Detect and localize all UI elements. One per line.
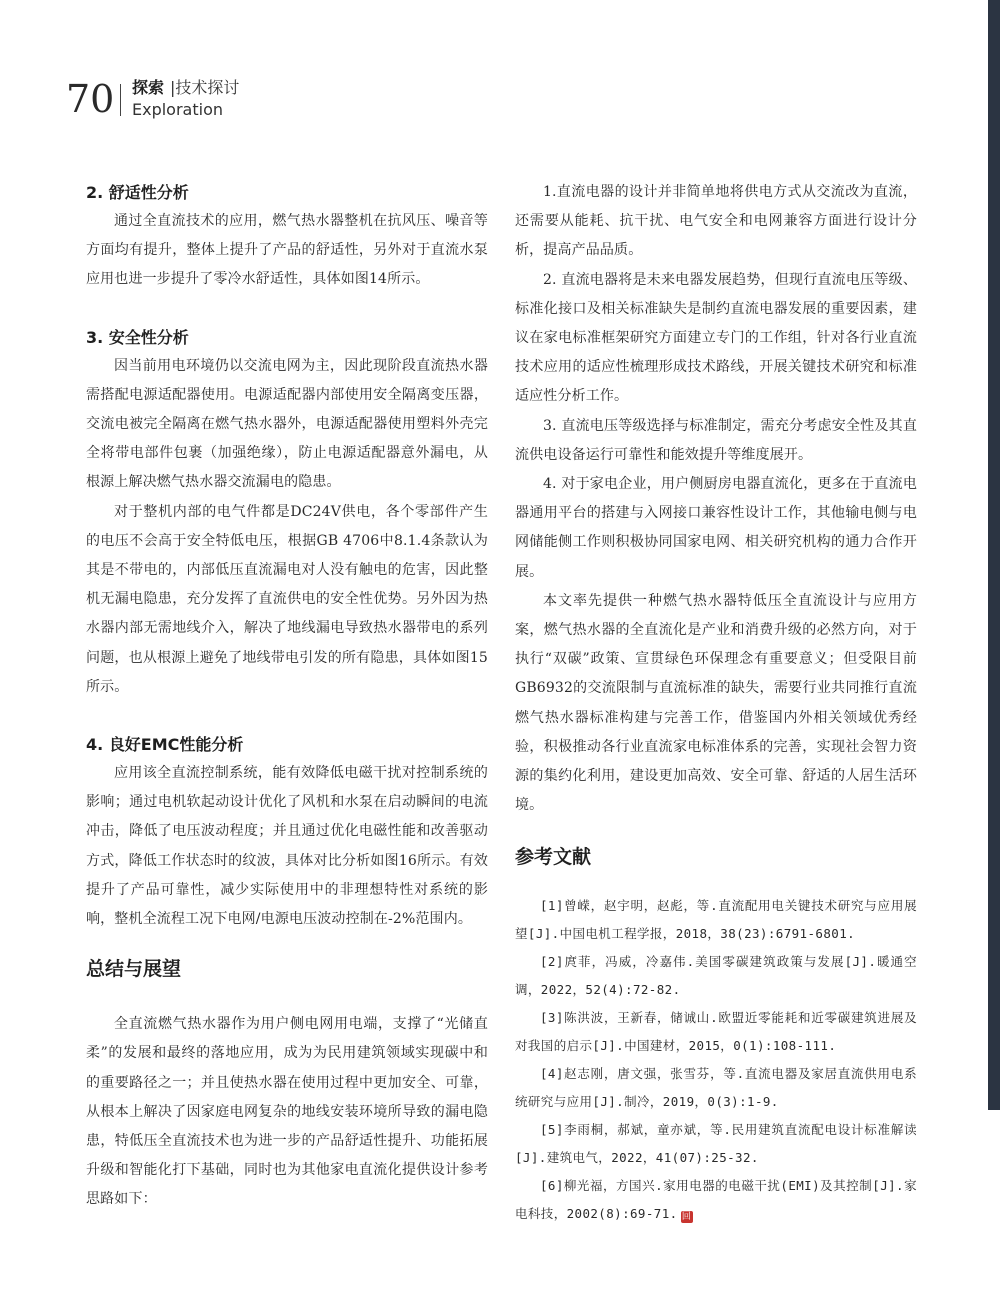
paragraph: 应用该全直流控制系统，能有效降低电磁干扰对控制系统的影响；通过电机软起动设计优化了风机和水泵在启动瞬间的电流冲击，降低了电压波动程度；并且通过优化电磁性能和改善驱动方式，降低工作状态时的纹波，具体对比分析如图16所示。有效提升了产品可靠性，减少实际使用中的非理想特性对系统的影响，整机全流程工况下电网/电源电压波动控制在-2%范围内。 <box>86 765 488 928</box>
reference-item: [4]赵志刚，唐文强，张雪芬，等.直流电器及家居直流供用电系统研究与应用[J].制冷，2019，0(3):1-9. <box>515 1066 917 1110</box>
heading-safety: 3. 安全性分析 <box>86 327 189 347</box>
heading-references: 参考文献 <box>515 846 592 869</box>
list-item: 3. 直流电压等级选择与标准制定，需充分考虑安全性及其直流供电设备运行可靠性和能效提升等维度展开。 <box>515 417 917 463</box>
section-title-en: Exploration <box>132 100 223 119</box>
reference-item <box>515 1172 917 1228</box>
paragraph: 本文率先提供一种燃气热水器特低压全直流设计与应用方案，燃气热水器的全直流化是产业和消费升级的必然方向，对于执行“双碳”政策、宣贯绿色环保理念有重要意义；但受限目前GB6932的交流限制与直流标准的缺失，需要行业共同推行直流燃气热水器标准构建与完善工作，借鉴国内外相关领域优秀经验，积极推动各行业直流家电标准体系的完善，实现社会智力资源的集约化利用，建设更加高效、安全可靠、舒适的人居生活环境。 <box>515 592 917 814</box>
reference-item: [5]李雨桐，郝斌，童亦斌，等.民用建筑直流配电设计标准解读[J].建筑电气，2022，41(07):25-32. <box>515 1122 917 1166</box>
header-divider <box>120 84 121 116</box>
section-title: 探索 <box>132 78 165 97</box>
reference-item: [2]庹菲，冯威，冷嘉伟.美国零碳建筑政策与发展[J].暖通空调，2022，52(4):72-82. <box>515 954 917 998</box>
reference-item: [3]陈洪波，王新春，储诚山.欧盟近零能耗和近零碳建筑进展及对我国的启示[J].中国建材，2015，0(1):108-111. <box>515 1010 917 1054</box>
heading-summary: 总结与展望 <box>86 958 182 981</box>
reference-item: [1]曾嵘，赵宇明，赵彪，等.直流配用电关键技术研究与应用展望[J].中国电机工程学报，2018，38(23):6791-6801. <box>515 898 917 942</box>
heading-emc: 4. 良好EMC性能分析 <box>86 735 244 755</box>
subsection-title: |技术探讨 <box>170 78 240 97</box>
paragraph: 因当前用电环境仍以交流电网为主，因此现阶段直流热水器需搭配电源适配器使用。电源适配器内部使用安全隔离变压器，交流电被完全隔离在燃气热水器外，电源适配器使用塑料外壳完全将带电部件包裹（加强绝缘），防止电源适配器意外漏电，从根源上解决燃气热水器交流漏电的隐患。 <box>86 357 488 491</box>
list-item: 4. 对于家电企业，用户侧厨房电器直流化，更多在于直流电器通用平台的搭建与入网接口兼容性设计工作，其他输电侧与电网储能侧工作则积极协同国家电网、相关研究机构的通力合作开展。 <box>515 476 917 580</box>
list-item: 2. 直流电器将是未来电器发展趋势，但现行直流电压等级、标准化接口及相关标准缺失是制约直流电器发展的重要因素，建议在家电标准框架研究方面建立专门的工作组，针对各行业直流技术应用的适应性梳理形成技术路线，开展关键技术研究和标准适应性分析工作。 <box>515 271 917 405</box>
paragraph: 对于整机内部的电气件都是DC24V供电，各个零部件产生的电压不会高于安全特低电压，根据GB 4706中8.1.4条款认为其是不带电的，内部低压直流漏电对人没有触电的危害，因此整机无漏电隐患，充分发挥了直流供电的安全性优势。另外因为热水器内部无需地线介入，解决了地线漏电导致热水器带电的系列问题，也从根源上避免了地线带电引发的所有隐患，具体如图15所示。 <box>86 503 488 695</box>
left-column <box>86 178 488 1215</box>
header-section <box>132 78 239 98</box>
page-number: 70 <box>66 77 115 121</box>
right-column <box>515 178 917 1228</box>
reference-text: [6]柳光福，方国兴.家用电器的电磁干扰(EMI)及其控制[J].家电科技，2002(8):69-71. <box>515 1178 917 1222</box>
heading-comfort: 2. 舒适性分析 <box>86 183 189 202</box>
paragraph: 全直流燃气热水器作为用户侧电网用电端，支撑了“光储直柔”的发展和最终的落地应用，成为为民用建筑领域实现碳中和的重要路径之一；并且使热水器在使用过程中更加安全、可靠，从根本上解决了因家庭电网复杂的地线安装环境所导致的漏电隐患，特低压全直流技术也为进一步的产品舒适性提升、功能拓展升级和智能化打下基础，同时也为其他家电直流化提供设计参考思路如下： <box>86 1016 488 1208</box>
paragraph: 通过全直流技术的应用，燃气热水器整机在抗风压、噪音等方面均有提升，整体上提升了产品的舒适性，另外对于直流水泵应用也进一步提升了零冷水舒适性，具体如图14所示。 <box>86 213 488 288</box>
page-edge-bar <box>988 0 1000 1110</box>
end-mark-icon: 回 <box>681 1212 692 1223</box>
list-item: 1.直流电器的设计并非简单地将供电方式从交流改为直流，还需要从能耗、抗干扰、电气安全和电网兼容方面进行设计分析，提高产品品质。 <box>515 184 917 259</box>
